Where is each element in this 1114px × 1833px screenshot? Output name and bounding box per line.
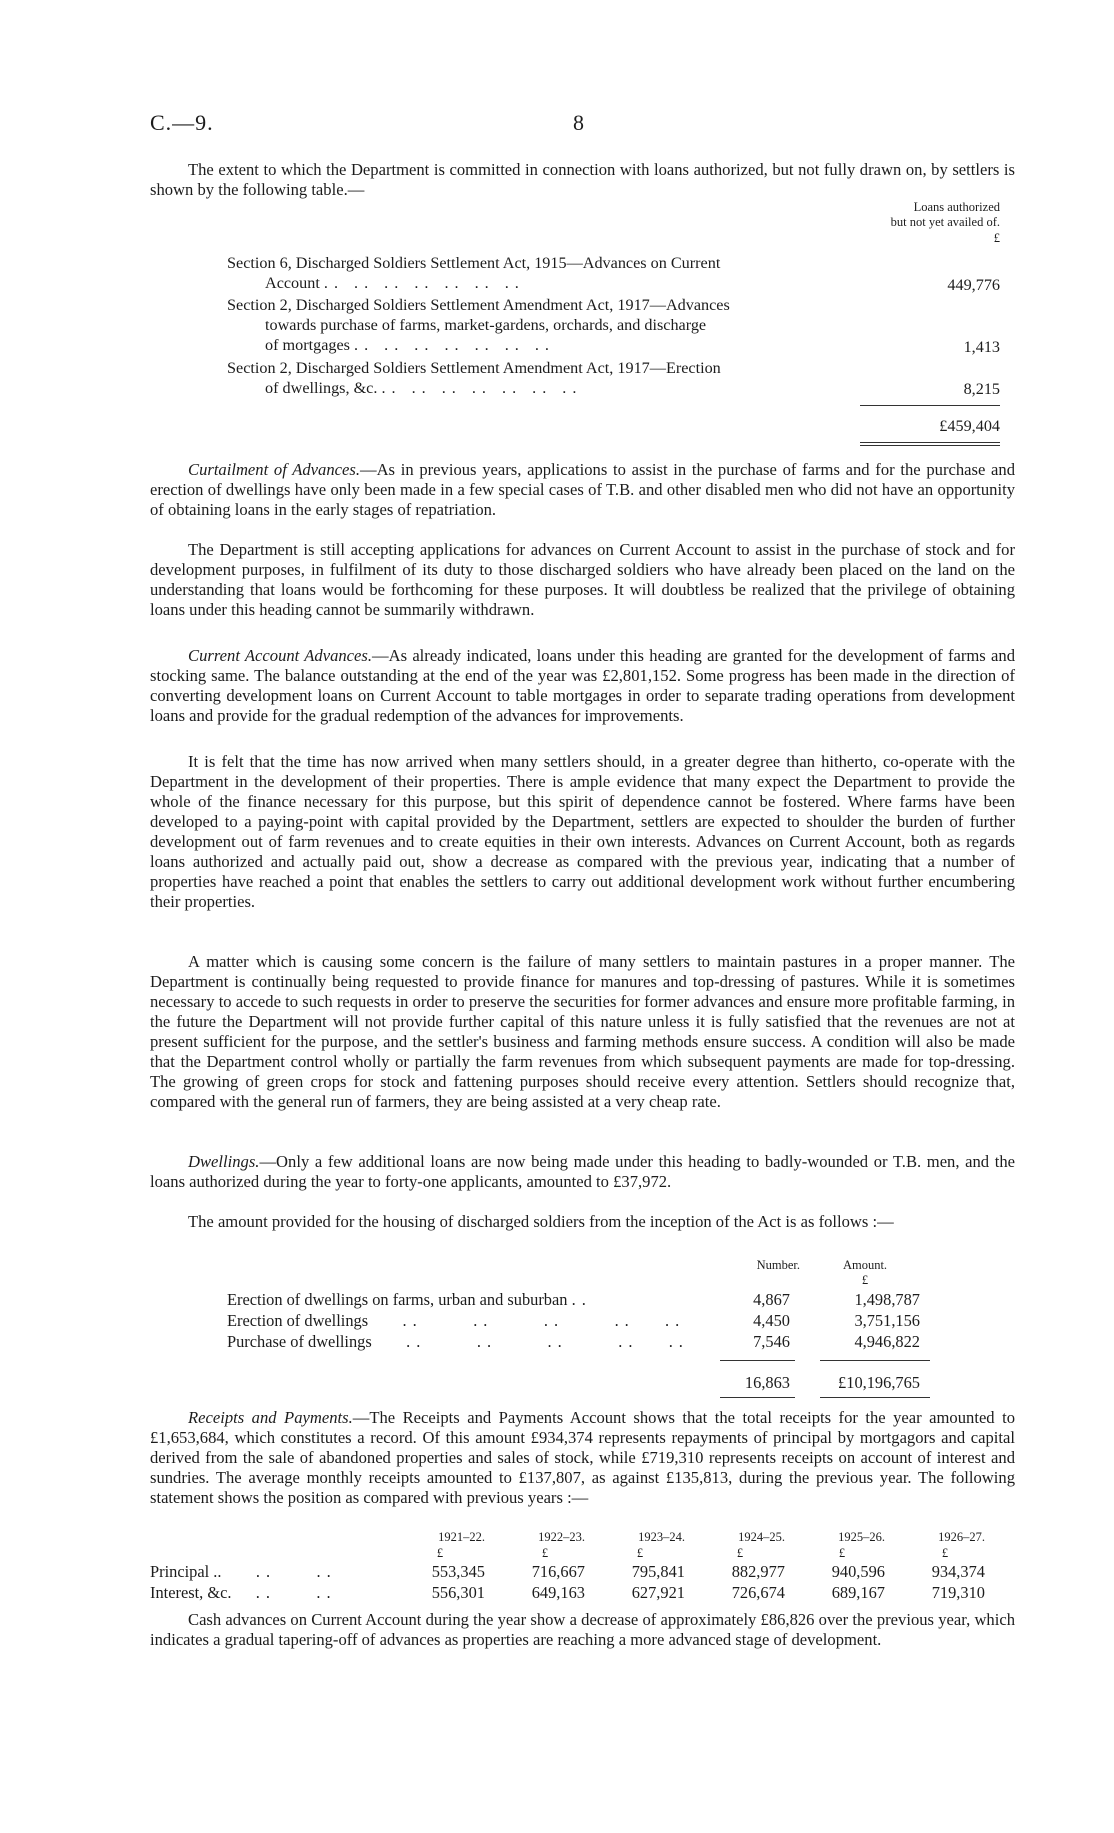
dwellings-currency: £ <box>861 1273 869 1287</box>
receipts-year-4: 1924–25. <box>738 1530 785 1544</box>
cash-advances-paragraph: Cash advances on Current Account during the year show a decrease of approximately £86,826 over the previous year, which indicates a gradual tapering-off of advances as properties are reaching a more advanced stage of development. <box>150 1610 1015 1649</box>
a-matter-paragraph: A matter which is causing some concern is the failure of many settlers to maintain pastures in a proper manner. The Department is continually being requested to provide finance for manures and top-dressing of pastures. While it is sometimes necessary to accede to such requests in order to preserve the securities for former advances and ensure more profitable farming, in the future the Department will not provide further capital of this nature unless it is fully satisfied that the revenues are not at present sufficient for the purpose, and the settler's business and farming methods ensure success. A condition will also be made that the Department control wholly or partially the farm revenues from which subsequent payments are made for top-dressing. The growing of green crops for stock and fattening purposes should receive every attention. Settlers should recognize that, compared with the general run of farmers, they are being assisted at a very cheap rate. <box>150 952 1015 1111</box>
loans-total-double-rule-1 <box>860 442 1000 443</box>
loans-column-header-2: but not yet availed of. <box>890 215 1000 229</box>
loans-row-3-amount: 8,215 <box>963 380 1000 398</box>
receipts-heading: Receipts and Payments. <box>188 1408 353 1427</box>
dwellings-row-2-amount: 3,751,156 <box>854 1311 920 1330</box>
dwellings-row-3-amount: 4,946,822 <box>854 1332 920 1351</box>
loans-currency: £ <box>993 231 1000 245</box>
interest-1926: 719,310 <box>931 1583 985 1602</box>
loans-row-1-line1: Section 6, Discharged Soldiers Settlement Act, 1915—Advances on Current <box>227 254 721 272</box>
receipts-text: —The Receipts and Payments Account shows that the total receipts for the year amounted to £1,653,684, which constitutes a record. Of this amount £934,374 represents repayments of principal by mortgagors and capital derived from the sale of abandoned properties and sales of stock, while £719,310 represents receipts on account of interest and sundries. The average monthly receipts amounted to £137,807, as against £135,813, during the previous year. The following statement shows the position as compared with previous years :— <box>150 1408 1015 1507</box>
loans-row-1-amount: 449,776 <box>947 276 1000 294</box>
principal-1926: 934,374 <box>931 1562 985 1581</box>
receipts-year-2: 1922–23. <box>538 1530 585 1544</box>
curtailment-heading: Curtailment of Advances. <box>188 460 360 479</box>
receipts-row-principal-label: Principal .. .. .. <box>150 1562 337 1581</box>
receipts-row-interest-label: Interest, &c. .. .. <box>150 1583 337 1602</box>
receipts-currency-3: £ <box>636 1546 644 1560</box>
principal-1923: 795,841 <box>631 1562 685 1581</box>
interest-1921: 556,301 <box>431 1583 485 1602</box>
it-is-felt-paragraph: It is felt that the time has now arrived when many settlers should, in a greater degree than hitherto, co-operate with the Department in the development of their properties. There is ample evidence that many expect the Department to provide the whole of the finance necessary for this purpose, but this spirit of dependence cannot be fostered. Where farms have been developed to a paying-point with capital provided by the Department, settlers are expected to shoulder the burden of further development out of farm revenues and to create equities in their own interests. Advances on Current Account, both as regards loans authorized and actually paid out, show a decrease as compared with the previous year, indicating that a number of properties have reached a point that enables the settlers to carry out additional development work without further encumbering their properties. <box>150 752 1015 911</box>
interest-1924: 726,674 <box>731 1583 785 1602</box>
dwellings-col-number: Number. <box>756 1258 800 1272</box>
dwellings-row-1-label: Erection of dwellings on farms, urban and suburban <box>227 1290 568 1309</box>
receipts-year-3: 1923–24. <box>638 1530 685 1544</box>
loans-row-3: Section 2, Discharged Soldiers Settlement Amendment Act, 1917—Erection of dwellings, &c. .. .. .. .. .. .. .. <box>227 359 721 397</box>
interest-label: Interest, &c. <box>150 1583 232 1602</box>
dwellings-row-1: Erection of dwellings on farms, urban and suburban .. <box>227 1290 592 1309</box>
dwellings-row-3: Purchase of dwellings .. .. .. .. .. <box>227 1332 689 1351</box>
current-account-paragraph <box>150 646 1015 726</box>
principal-1925: 940,596 <box>831 1562 885 1581</box>
loans-row-2-line2: towards purchase of farms, market-gardens, orchards, and discharge <box>265 316 707 334</box>
amount-provided-paragraph: The amount provided for the housing of discharged soldiers from the inception of the Act is as follows :— <box>188 1212 894 1231</box>
curtailment-text: —As in previous years, applications to assist in the purchase of farms and for the purchase and erection of dwellings have only been made in a few special cases of T.B. and other disabled men who did not have an opportunity of obtaining loans in the early stages of repatriation. <box>150 460 1015 519</box>
interest-1923: 627,921 <box>631 1583 685 1602</box>
receipts-currency-5: £ <box>838 1546 846 1560</box>
loans-row-3-line2: of dwellings, &c. <box>265 379 378 397</box>
principal-1922: 716,667 <box>531 1562 585 1581</box>
dwellings-row-2-number: 4,450 <box>753 1311 790 1330</box>
principal-1924: 882,977 <box>731 1562 785 1581</box>
loans-total: £459,404 <box>939 417 1000 435</box>
dwellings-number-total-rule <box>720 1360 795 1361</box>
receipts-paragraph <box>150 1408 1015 1508</box>
intro-paragraph: The extent to which the Department is committed in connection with loans authorized, but not fully drawn on, by settlers is shown by the following table.— <box>150 160 1015 199</box>
loans-row-2-line1: Section 2, Discharged Soldiers Settlement Amendment Act, 1917—Advances <box>227 296 730 314</box>
dwellings-col-amount: Amount. <box>842 1258 888 1272</box>
loans-total-double-rule-2 <box>860 445 1000 446</box>
dwellings-row-2: Erection of dwellings .. .. .. .. .. <box>227 1311 686 1330</box>
dwellings-amount-total-rule <box>820 1360 930 1361</box>
dwellings-text: —Only a few additional loans are now being made under this heading to badly-wounded or T.B. men, and the loans authorized during the year to forty-one applicants, amounted to £37,972. <box>150 1152 1015 1191</box>
dwellings-row-3-number: 7,546 <box>753 1332 790 1351</box>
document-reference: C.—9. <box>150 110 214 135</box>
receipts-currency-4: £ <box>736 1546 744 1560</box>
principal-1921: 553,345 <box>431 1562 485 1581</box>
page-number: 8 <box>573 110 585 135</box>
receipts-year-5: 1925–26. <box>838 1530 885 1544</box>
current-account-text: —As already indicated, loans under this heading are granted for the development of farms and stocking same. The balance outstanding at the end of the year was £2,801,152. Some progress has been made in the direction of converting development loans on Current Account to table mortgages in order to separate trading operations from development loans and provide for the gradual redemption of the advances for improvements. <box>150 646 1015 725</box>
dwellings-amount-double-rule <box>820 1397 930 1398</box>
loans-total-rule <box>860 405 1000 406</box>
loans-column-header-1: Loans authorized <box>913 200 1000 214</box>
loans-row-1-line2: Account <box>265 274 320 292</box>
dwellings-total-number: 16,863 <box>744 1373 790 1392</box>
receipts-year-1: 1921–22. <box>438 1530 485 1544</box>
interest-1925: 689,167 <box>831 1583 885 1602</box>
loans-row-2-amount: 1,413 <box>963 338 1000 356</box>
receipts-year-6: 1926–27. <box>938 1530 985 1544</box>
curtailment-paragraph <box>150 460 1015 520</box>
loans-row-1: Section 6, Discharged Soldiers Settlement Act, 1915—Advances on Current Account .. .. .. .. .. .. .. <box>227 254 721 292</box>
dwellings-row-1-number: 4,867 <box>753 1290 790 1309</box>
loans-row-3-line1: Section 2, Discharged Soldiers Settlement Amendment Act, 1917—Erection <box>227 359 721 377</box>
interest-1922: 649,163 <box>531 1583 585 1602</box>
principal-label: Principal .. <box>150 1562 222 1581</box>
loans-row-2-line3: of mortgages <box>265 336 350 354</box>
dwellings-total-amount: £10,196,765 <box>838 1373 920 1392</box>
dwellings-paragraph <box>150 1152 1015 1192</box>
dwellings-row-2-label: Erection of dwellings <box>227 1311 369 1330</box>
receipts-currency-1: £ <box>436 1546 444 1560</box>
dwellings-row-1-amount: 1,498,787 <box>854 1290 920 1309</box>
current-account-heading: Current Account Advances. <box>188 646 372 665</box>
dwellings-heading: Dwellings. <box>188 1152 260 1171</box>
dwellings-row-3-label: Purchase of dwellings <box>227 1332 372 1351</box>
still-accepting-paragraph: The Department is still accepting applications for advances on Current Account to assist in the purchase of stock and for development purposes, in fulfilment of its duty to those discharged soldiers who have already been placed on the land on the understanding that loans would be forthcoming for these purposes. It will doubtless be realized that the privilege of obtaining loans under this heading cannot be summarily withdrawn. <box>150 540 1015 619</box>
loans-row-2: Section 2, Discharged Soldiers Settlement Amendment Act, 1917—Advances towards purchase of farms, market-gardens, orchards, and discharge of mortgages .. .. .. .. .. .. .. <box>227 295 852 355</box>
dwellings-number-double-rule <box>720 1397 795 1398</box>
receipts-currency-6: £ <box>941 1546 949 1560</box>
receipts-currency-2: £ <box>541 1546 549 1560</box>
